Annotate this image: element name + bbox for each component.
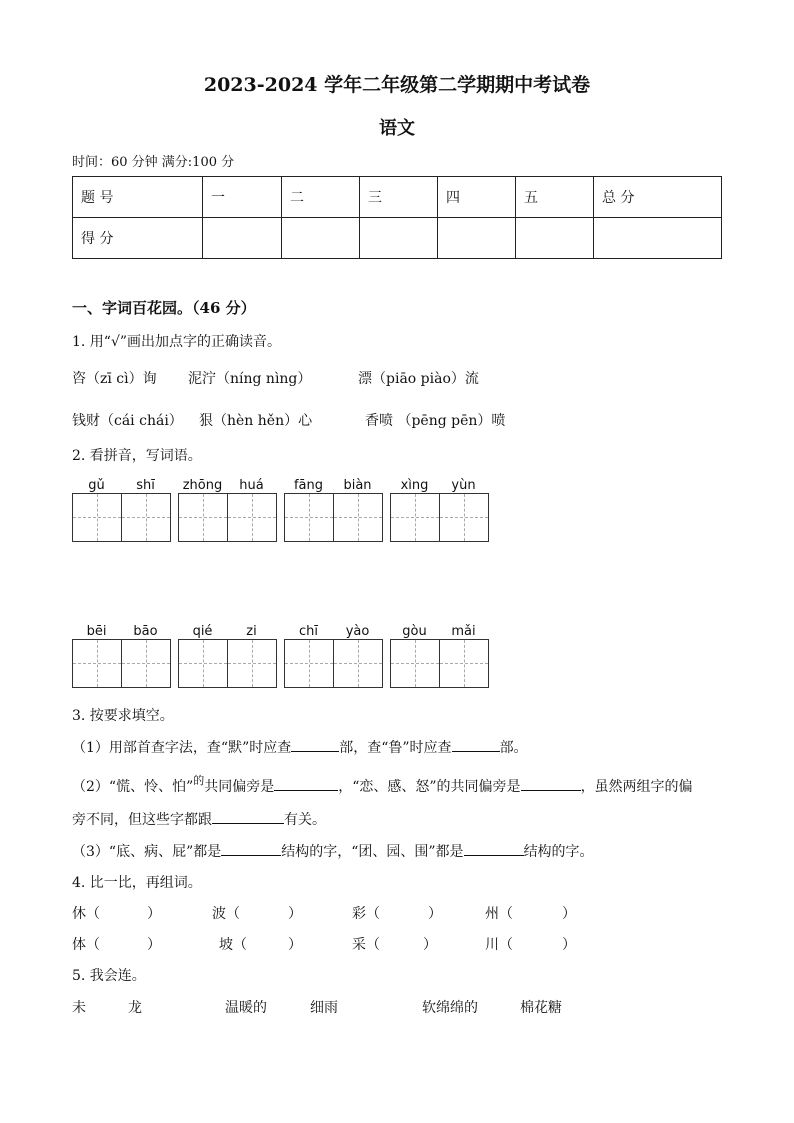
score-cell[interactable] [594,218,722,259]
fill-text: 共同偏旁是 [204,779,275,795]
fill-text: ，“恋、感、怒”的共同偏旁是 [338,779,521,795]
table-cell: 题 号 [73,177,203,218]
score-cell[interactable] [203,218,282,259]
compare-close: ） [428,906,442,922]
compare-item: 体（ [72,937,100,953]
pinyin-label: huá [239,478,264,493]
writing-grid[interactable] [390,493,489,542]
reading-item[interactable]: 漂（piāo piào）流 [358,371,479,387]
answer-blank[interactable] [452,737,500,752]
writing-grid[interactable] [390,639,489,688]
pinyin-label: chī [299,624,318,639]
writing-grid[interactable] [178,639,277,688]
fill-text: （1）用部首查字法，查“默”时应查 [72,740,292,756]
writing-grid[interactable] [72,639,171,688]
table-cell: 五 [516,177,594,218]
question-1-prompt: 1. 用“√”画出加点字的正确读音。 [72,334,282,350]
answer-blank[interactable] [521,776,581,791]
table-row [73,218,722,259]
question-2-prompt: 2. 看拼音，写词语。 [72,448,202,464]
fill-text: 部，查“鲁”时应查 [339,740,452,756]
pinyin-label: zhōng [182,478,223,493]
score-cell[interactable] [282,218,360,259]
compare-item: 波（ [212,906,240,922]
pinyin-label: yùn [451,478,476,493]
compare-close: ） [562,937,576,953]
compare-item: 休（ [72,906,100,922]
fill-text: 部。 [499,740,528,756]
exam-meta: 时间：60 分钟 满分:100 分 [72,155,235,170]
fill-line-4 [72,841,594,861]
table-cell: 三 [360,177,438,218]
compare-close: ） [147,906,161,922]
fill-text: 结构的字，“团、园、围”都是 [281,844,464,860]
pinyin-label: shī [136,478,155,493]
compare-close: ） [423,937,437,953]
fill-text: 结构的字。 [523,844,594,860]
answer-blank[interactable] [291,737,339,752]
score-cell[interactable] [360,218,438,259]
writing-grid[interactable] [284,639,383,688]
reading-item[interactable]: 钱财（cái chái） [72,413,183,429]
fill-text: （2）“慌、怜、怕” [72,779,194,795]
table-cell: 四 [438,177,516,218]
match-item[interactable]: 软绵绵的 [422,1000,478,1016]
pinyin-label: zi [246,624,257,639]
table-cell: 二 [282,177,360,218]
reading-item[interactable]: 香喷 （pēng pēn）喷 [365,413,506,429]
pinyin-label: yào [345,624,370,639]
score-cell[interactable] [438,218,516,259]
reading-item[interactable]: 咨（zī cì）询 [72,371,157,387]
fill-line-3 [72,809,326,829]
reading-item[interactable]: 狠（hèn hěn）心 [199,413,313,429]
pinyin-label: qié [192,624,213,639]
compare-close: ） [288,906,302,922]
compare-item: 彩（ [352,906,380,922]
writing-grid[interactable] [178,493,277,542]
answer-blank[interactable] [274,776,338,791]
fill-text: ，虽然两组字的偏 [580,779,693,795]
answer-blank[interactable] [221,841,281,856]
score-table [72,176,722,259]
subject-title: 语文 [379,118,415,139]
pinyin-label: mǎi [451,624,476,639]
answer-blank[interactable] [212,809,284,824]
pinyin-label: fāng [293,478,324,493]
writing-grid[interactable] [72,493,171,542]
section-heading: 一、字词百花园。（46 分） [72,299,256,317]
match-item[interactable]: 温暖的 [225,1000,267,1016]
fill-line-2 [72,776,693,796]
pinyin-label: bāo [133,624,158,639]
compare-close: ） [288,937,302,953]
pinyin-label: biàn [343,478,372,493]
pinyin-label: bēi [86,624,107,639]
fill-text: 旁不同，但这些字都跟 [72,812,212,828]
compare-item: 采（ [352,937,380,953]
score-cell[interactable] [516,218,594,259]
compare-close: ） [147,937,161,953]
table-row [73,177,722,218]
pinyin-label: xìng [400,478,429,493]
compare-item: 州（ [485,906,513,922]
pinyin-label: gǔ [88,478,105,493]
question-5-prompt: 5. 我会连。 [72,968,146,984]
pinyin-label: gòu [402,624,427,639]
match-item[interactable]: 龙 [128,1000,142,1016]
table-cell: 一 [203,177,282,218]
question-3-prompt: 3. 按要求填空。 [72,708,174,724]
question-4-prompt: 4. 比一比，再组词。 [72,875,202,891]
table-cell: 总 分 [594,177,722,218]
exam-title: 2023-2024 学年二年级第二学期期中考试卷 [203,74,591,96]
fill-text: 的 [193,774,205,787]
match-item[interactable]: 未 [72,1000,86,1016]
fill-text: 有关。 [284,812,326,828]
match-item[interactable]: 棉花糖 [520,1000,562,1016]
compare-close: ） [562,906,576,922]
compare-item: 坡（ [219,937,247,953]
match-item[interactable]: 细雨 [310,1000,338,1016]
answer-blank[interactable] [464,841,524,856]
writing-grid[interactable] [284,493,383,542]
fill-line-1 [72,737,528,757]
compare-item: 川（ [485,937,513,953]
fill-text: （3）“底、病、屁”都是 [72,844,222,860]
reading-item[interactable]: 泥泞（níng nìng） [188,371,312,387]
table-cell: 得 分 [73,218,203,259]
